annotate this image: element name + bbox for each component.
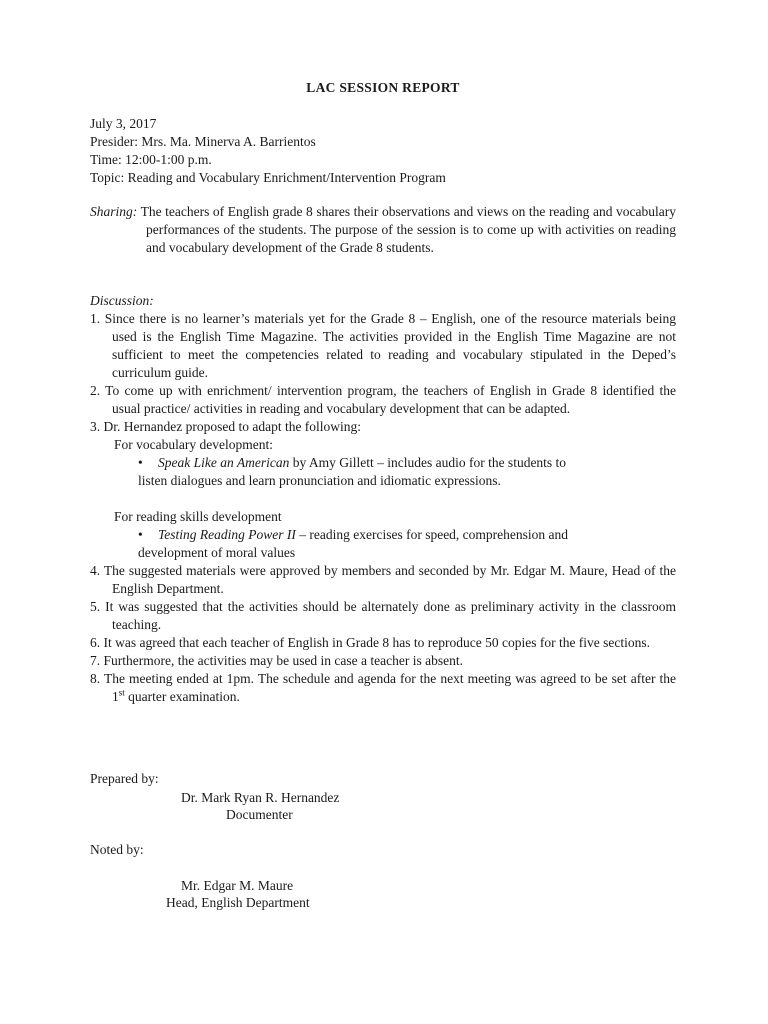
session-meta: [90, 115, 446, 187]
session-date: July 3, 2017: [90, 116, 157, 131]
vocabulary-material-text: by Amy Gillett – includes audio for the students to: [289, 455, 567, 470]
discussion-item-2: 2. To come up with enrichment/ intervention program, the teachers of English in Grade 8 identified the usual practice/ activities in reading and vocabulary development that can be adapted.: [90, 383, 676, 416]
session-topic: Topic: Reading and Vocabulary Enrichment/Intervention Program: [90, 170, 446, 185]
vocabulary-bullet: [90, 454, 676, 472]
noter-role: Head, English Department: [166, 895, 310, 910]
sharing-paragraph: [90, 203, 676, 257]
reading-bullet-continued: development of moral values: [138, 545, 296, 560]
discussion-item-3: 3. Dr. Hernandez proposed to adapt the following:: [90, 419, 362, 434]
session-time: Time: 12:00-1:00 p.m.: [90, 152, 212, 167]
item-8-text-end: quarter examination.: [124, 689, 240, 704]
noted-by-label: Noted by:: [90, 842, 144, 857]
preparer-role: Documenter: [226, 807, 293, 822]
session-presider: Presider: Mrs. Ma. Minerva A. Barrientos: [90, 134, 316, 149]
preparer-name: Dr. Mark Ryan R. Hernandez: [181, 790, 340, 805]
noter-name: Mr. Edgar M. Maure: [181, 878, 294, 893]
discussion-item-6: 6. It was agreed that each teacher of English in Grade 8 has to reproduce 50 copies for the five sections.: [90, 635, 651, 650]
discussion-item-5: 5. It was suggested that the activities should be alternately done as preliminary activity in the classroom teaching.: [90, 599, 676, 632]
sharing-section: [90, 203, 676, 257]
vocabulary-heading: For vocabulary development:: [114, 437, 273, 452]
discussion-item-7: 7. Furthermore, the activities may be used in case a teacher is absent.: [90, 653, 463, 668]
reading-material-text: – reading exercises for speed, comprehension and: [295, 527, 569, 542]
discussion-item-8: [90, 670, 676, 706]
discussion-list: [90, 310, 676, 706]
discussion-item-4: 4. The suggested materials were approved by members and seconded by Mr. Edgar M. Maure, Head of the English Department.: [90, 563, 676, 596]
reading-material-title: Testing Reading Power II: [158, 527, 296, 542]
discussion-label: Discussion:: [90, 293, 154, 308]
item-8-superscript: st: [118, 687, 125, 698]
discussion-item-1: 1. Since there is no learner’s materials yet for the Grade 8 – English, one of the resource materials being used is the English Time Magazine. The activities provided in the English Time Magazine are not sufficient to meet the competencies related to reading and vocabulary stipulated in the Deped’s curriculum guide.: [90, 311, 676, 380]
prepared-by-label: Prepared by:: [90, 771, 159, 786]
sharing-text: The teachers of English grade 8 shares their observations and views on the reading and vocabulary performances of the students. The purpose of the session is to come up with activities on reading and vocabulary development of the Grade 8 students.: [140, 204, 676, 255]
sharing-label: Sharing:: [90, 204, 138, 219]
bullet-icon: •: [138, 455, 143, 470]
vocabulary-material-title: Speak Like an American: [158, 455, 290, 470]
item-8-text: 8. The meeting ended at 1pm. The schedule and agenda for the next meeting was agreed to be set after the 1: [90, 671, 676, 704]
reading-bullet: [90, 526, 676, 544]
report-title: LAC SESSION REPORT: [306, 80, 460, 95]
document-page: [90, 0, 676, 1024]
vocabulary-bullet-continued: listen dialogues and learn pronunciation and idiomatic expressions.: [138, 473, 501, 488]
bullet-icon: •: [138, 527, 143, 542]
reading-heading: For reading skills development: [114, 509, 282, 524]
